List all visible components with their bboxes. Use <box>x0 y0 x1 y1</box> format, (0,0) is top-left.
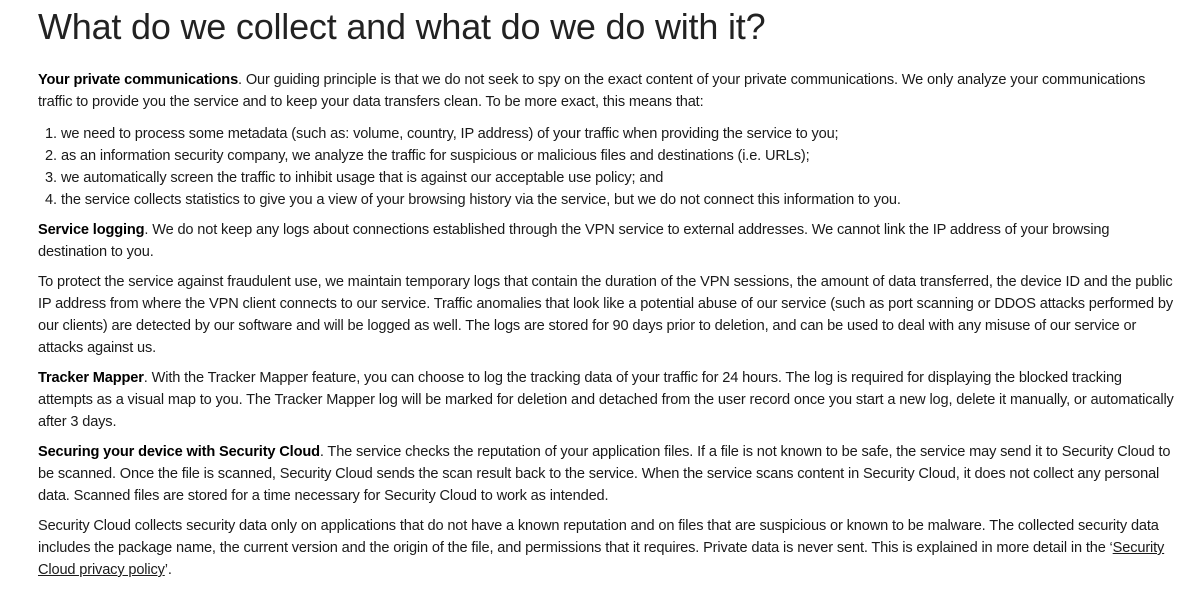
security-data-paragraph <box>38 515 1177 581</box>
list-item <box>38 189 1177 211</box>
security-cloud-paragraph <box>38 441 1177 507</box>
list-item-number: 4. <box>45 192 57 208</box>
security-data-text: Security Cloud collects security data only on applications that do not have a known reputation and on files that are suspicious or known to be malware. The collected security data includes the package name, the current version and the origin of the file, and permissions that it requires. Private data is never sent. This is explained in more detail in the ‘ <box>38 518 1159 556</box>
list-item <box>38 123 1177 145</box>
security-data-after-link: ’. <box>164 562 172 578</box>
service-logging-paragraph <box>38 219 1177 263</box>
list-item-number: 1. <box>45 126 57 142</box>
service-logging-title: Service logging <box>38 222 145 238</box>
list-item-text: we need to process some metadata (such as: volume, country, IP address) of your traffic when providing the service to you; <box>61 126 839 142</box>
section-heading: What do we collect and what do we do with it? <box>38 6 766 47</box>
metadata-list <box>38 123 1177 211</box>
list-item-number: 3. <box>45 170 57 186</box>
tracker-mapper-paragraph <box>38 367 1177 433</box>
service-logging-text: . We do not keep any logs about connections established through the VPN service to external addresses. We cannot link the IP address of your browsing destination to you. <box>38 222 1110 260</box>
list-item <box>38 145 1177 167</box>
private-communications-text: . Our guiding principle is that we do not seek to spy on the exact content of your private communications. We only analyze your communications traffic to provide you the service and to keep your data transfers clean. To be more exact, this means that: <box>38 72 1146 110</box>
private-communications-title: Your private communications <box>38 72 239 88</box>
tracker-mapper-text: . With the Tracker Mapper feature, you can choose to log the tracking data of your traffic for 24 hours. The log is required for displaying the blocked tracking attempts as a visual map to you. The Tracker Mapper log will be marked for deletion and detached from the user record once you start a new log, delete it manually, or automatically after 3 days. <box>38 370 1174 430</box>
list-item-number: 2. <box>45 148 57 164</box>
security-cloud-privacy-policy-link[interactable]: Security Cloud privacy policy <box>38 540 1165 578</box>
fraud-protection-paragraph: To protect the service against fraudulent use, we maintain temporary logs that contain the duration of the VPN sessions, the amount of data transferred, the device ID and the public IP address from where the VPN client connects to our service. Traffic anomalies that look like a potential abuse of our service (such as port scanning or DDOS attacks performed by our clients) are detected by our software and will be logged as well. The logs are stored for 90 days prior to deletion, and can be used to deal with any misuse of our service or attacks against us. <box>38 274 1173 356</box>
list-item-text: the service collects statistics to give you a view of your browsing history via the service, but we do not connect this information to you. <box>61 192 901 208</box>
security-cloud-title: Securing your device with Security Cloud <box>38 444 320 460</box>
private-communications-paragraph <box>38 69 1177 113</box>
security-cloud-text: . The service checks the reputation of your application files. If a file is not known to be safe, the service may send it to Security Cloud to be scanned. Once the file is scanned, Security Cloud sends the scan result back to the service. When the service scans content in Security Cloud, it does not collect any personal data. Scanned files are stored for a time necessary for Security Cloud to work as intended. <box>38 444 1171 504</box>
list-item <box>38 167 1177 189</box>
tracker-mapper-title: Tracker Mapper <box>38 370 144 386</box>
list-item-text: we automatically screen the traffic to inhibit usage that is against our acceptable use policy; and <box>61 170 664 186</box>
list-item-text: as an information security company, we analyze the traffic for suspicious or malicious files and destinations (i.e. URLs); <box>61 148 810 164</box>
